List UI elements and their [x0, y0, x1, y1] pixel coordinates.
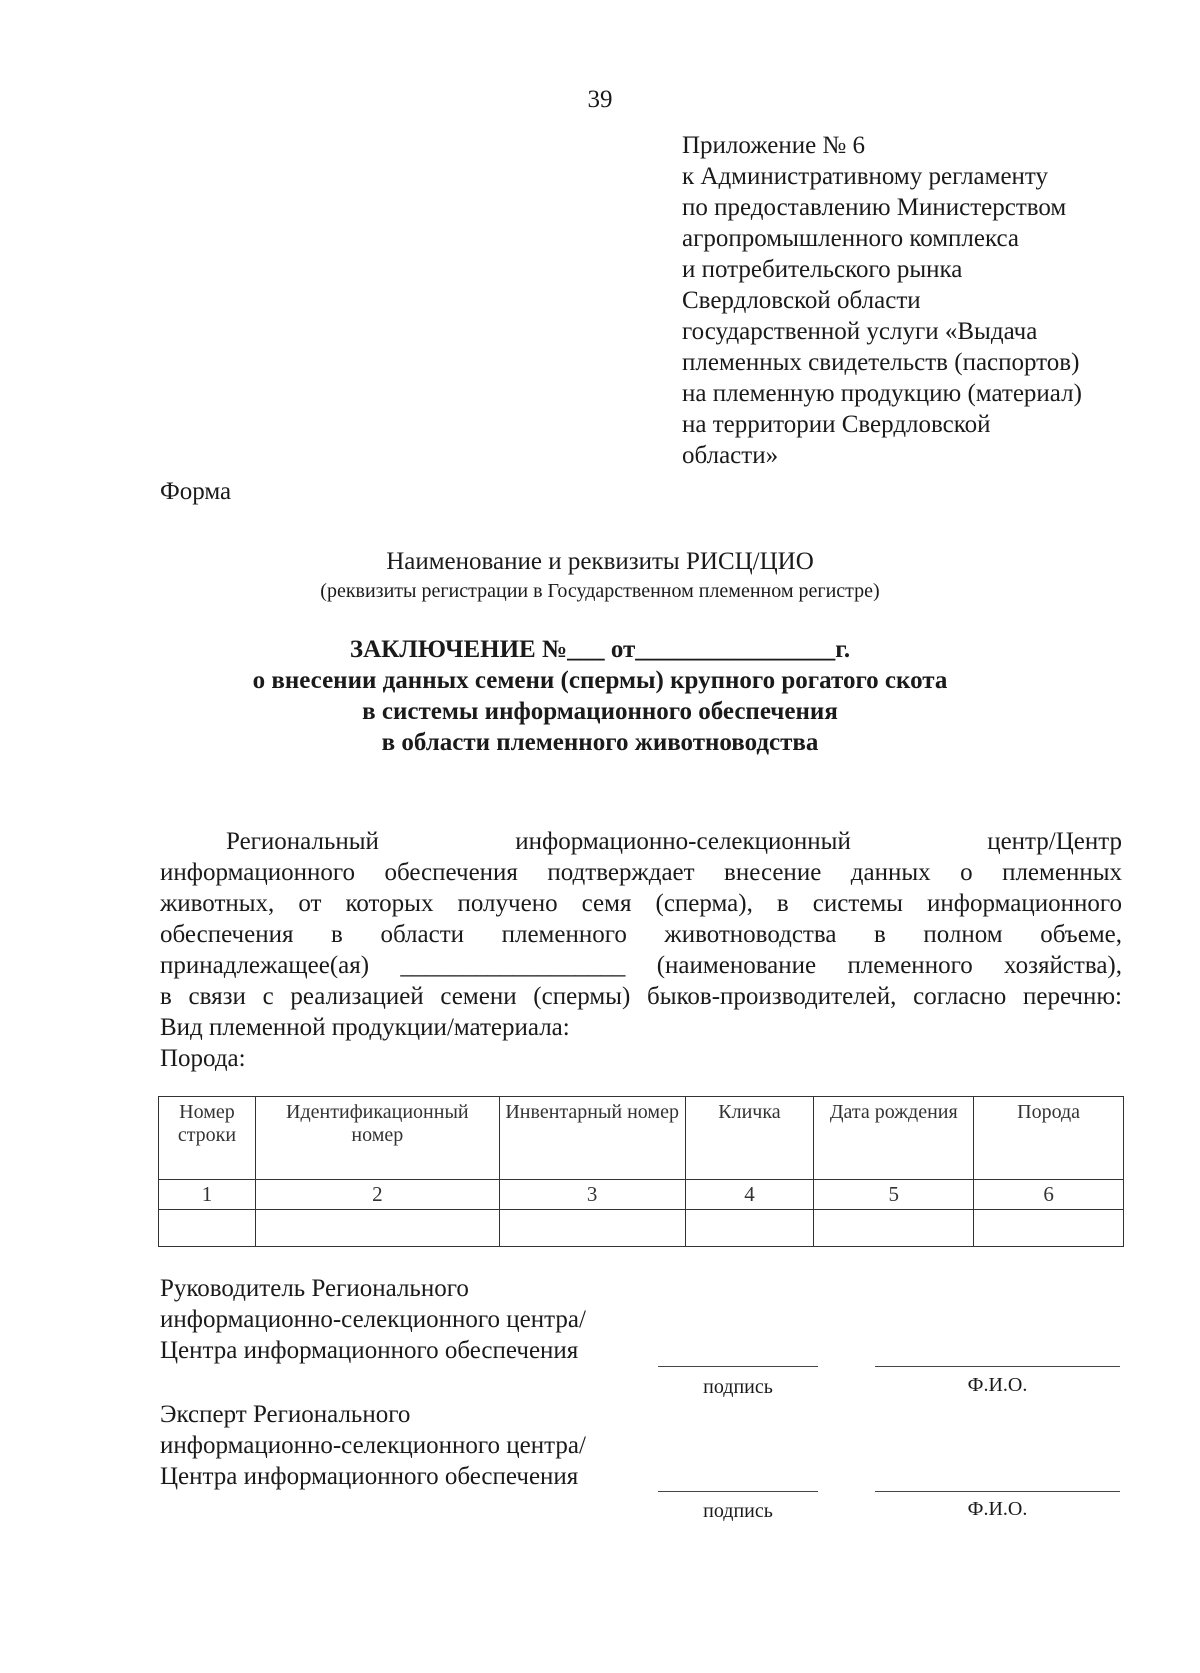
signer-title-line: Центра информационного обеспечения	[160, 1337, 579, 1364]
table-row	[159, 1180, 1124, 1210]
signature-block-expert	[160, 1399, 586, 1492]
column-number: 4	[685, 1180, 814, 1210]
header-nickname: Кличка	[685, 1097, 814, 1180]
appendix-line: по предоставлению Министерством	[682, 194, 1067, 221]
appendix-line: Свердловской области	[682, 287, 921, 314]
body-line: принадлежащее(ая) __________________ (наименование племенного хозяйства),	[160, 952, 1122, 979]
table-cell	[255, 1210, 499, 1247]
appendix-line: области»	[682, 442, 779, 469]
title-line: ЗАКЛЮЧЕНИЕ №___ от________________г.	[349, 636, 851, 663]
column-number: 1	[159, 1180, 256, 1210]
org-subtitle: (реквизиты регистрации в Государственном племенном регистре)	[320, 580, 880, 602]
signer-title-line: информационно-селекционного центра/	[160, 1306, 586, 1333]
signer-title-line: Центра информационного обеспечения	[160, 1463, 579, 1490]
name-caption: Ф.И.О.	[967, 1498, 1028, 1520]
body-paragraph	[160, 826, 1122, 1074]
name-line	[875, 1366, 1120, 1367]
table-cell	[499, 1210, 685, 1247]
header-inventory-number: Инвентарный номер	[499, 1097, 685, 1180]
title-line: в области племенного животноводства	[381, 729, 819, 756]
body-line: животных, от которых получено семя (сперма), в системы информационного	[160, 890, 1122, 917]
appendix-line: к Административному регламенту	[682, 163, 1049, 190]
appendix-line: и потребительского рынка	[682, 256, 963, 283]
body-line: в связи с реализацией семени (спермы) быков-производителей, согласно перечню:	[160, 983, 1122, 1010]
table-cell	[814, 1210, 974, 1247]
header-id-number: Идентификационный номер	[255, 1097, 499, 1180]
table-cell	[685, 1210, 814, 1247]
breed-line: Порода:	[160, 1045, 246, 1072]
body-line: Региональный информационно-селекционный центр/Центр	[226, 828, 1122, 855]
signer-title-line: Эксперт Регионального	[160, 1401, 411, 1428]
product-type-line: Вид племенной продукции/материала:	[160, 1014, 570, 1041]
column-number: 6	[974, 1180, 1124, 1210]
title-line: в системы информационного обеспечения	[362, 698, 838, 725]
signature-caption: подпись	[703, 1500, 773, 1522]
table-row	[159, 1210, 1124, 1247]
table-cell	[159, 1210, 256, 1247]
title-line: о внесении данных семени (спермы) крупного рогатого скота	[252, 667, 948, 694]
form-label: Форма	[160, 478, 232, 505]
body-line: информационного обеспечения подтверждает внесение данных о племенных	[160, 859, 1122, 886]
appendix-line: на племенную продукцию (материал)	[682, 380, 1082, 407]
header-birth-date: Дата рождения	[814, 1097, 974, 1180]
appendix-line: племенных свидетельств (паспортов)	[682, 349, 1080, 376]
signature-block-head	[160, 1273, 586, 1366]
signer-title-line: информационно-селекционного центра/	[160, 1432, 586, 1459]
animals-table	[158, 1096, 1124, 1247]
appendix-line: агропромышленного комплекса	[682, 225, 1020, 252]
body-line: обеспечения в области племенного животноводства в полном объеме,	[160, 921, 1122, 948]
appendix-line: государственной услуги «Выдача	[682, 318, 1038, 345]
appendix-line: Приложение № 6	[682, 132, 866, 159]
name-line	[875, 1491, 1120, 1492]
org-name: Наименование и реквизиты РИСЦ/ЦИО	[386, 548, 814, 575]
signature-line	[658, 1366, 818, 1367]
signer-title-line: Руководитель Регионального	[160, 1275, 469, 1302]
table-header-row	[159, 1097, 1124, 1180]
column-number: 2	[255, 1180, 499, 1210]
table-cell	[974, 1210, 1124, 1247]
header-row-number: Номер строки	[159, 1097, 256, 1180]
signature-line	[658, 1491, 818, 1492]
document-title	[0, 634, 1200, 758]
name-caption: Ф.И.О.	[967, 1374, 1028, 1396]
signature-caption: подпись	[703, 1376, 773, 1398]
column-number: 5	[814, 1180, 974, 1210]
appendix-line: на территории Свердловской	[682, 411, 991, 438]
appendix-heading	[682, 130, 1152, 471]
column-number: 3	[499, 1180, 685, 1210]
page-number: 39	[587, 86, 613, 113]
header-breed: Порода	[974, 1097, 1124, 1180]
